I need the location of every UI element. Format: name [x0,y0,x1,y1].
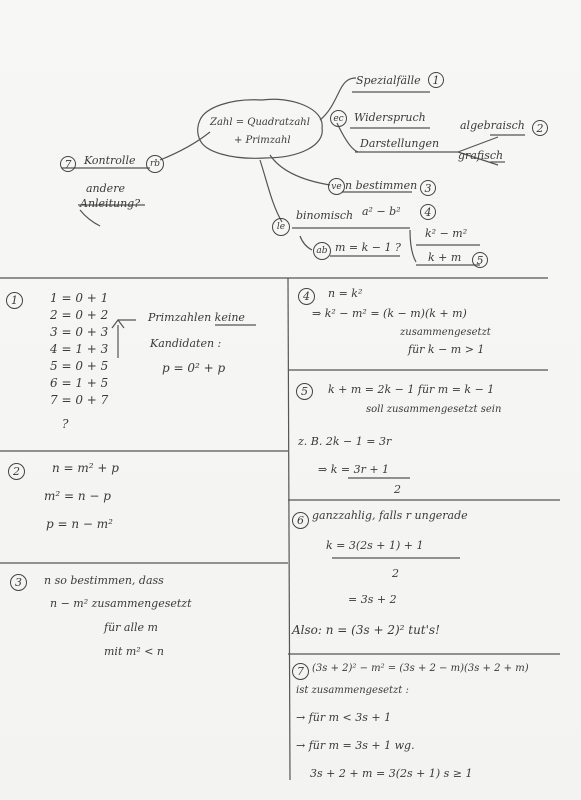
node-le: le [272,218,290,236]
grafisch-label: grafisch [458,149,504,162]
s7-line-3: → für m < 3s + 1 [296,711,392,724]
anleitung-label: Anleitung? [80,197,141,210]
s7-line-4: → für m = 3s + 1 wg. [296,739,415,752]
s1-formula: p = 0² + p [162,361,226,375]
section-1-number: 1 [6,292,23,309]
s6-line-5: Also: n = (3s + 2)² tut's! [292,623,440,637]
s6-line-4: = 3s + 2 [348,593,397,606]
s1-primzahlen: Primzahlen keine [148,311,245,324]
center-line-1: Zahl = Quadratzahl [210,117,310,128]
s7-line-5: 3s + 2 + m = 3(2s + 1) s ≥ 1 [310,767,473,780]
section-2-number: 2 [8,463,25,480]
s1-eq-2: 2 = 0 + 2 [50,308,109,322]
number-1: 1 [428,72,444,88]
s5-line-3: z. B. 2k − 1 = 3r [298,435,392,448]
s3-line-3: für alle m [104,621,158,634]
section-4-number: 4 [298,288,315,305]
s1-eq-6: 6 = 1 + 5 [50,376,109,390]
s6-line-3: 2 [392,567,399,580]
section-5-number: 5 [296,383,313,400]
s6-line-1: ganzzahlig, falls r ungerade [312,509,468,522]
s1-eq-4: 4 = 1 + 3 [50,342,109,356]
s1-eq-7: 7 = 0 + 7 [50,393,109,407]
s3-line-2: n − m² zusammengesetzt [50,597,192,610]
node-ec: ec [330,110,347,127]
kontrolle-label: Kontrolle [84,154,136,167]
k-plus-m: k + m [428,251,462,264]
darstellungen-label: Darstellungen [360,137,440,150]
s1-eq-5: 5 = 0 + 5 [50,359,109,373]
s5-line-5: 2 [394,483,401,496]
number-5: 5 [472,252,488,268]
s4-line-1: n = k² [328,287,363,300]
s5-line-1: k + m = 2k − 1 für m = k − 1 [328,383,495,396]
s2-line-3: p = n − m² [46,517,113,531]
node-rb: rb [146,155,164,173]
node-ab: ab [313,242,331,260]
section-6-number: 6 [292,512,309,529]
s1-eq-1: 1 = 0 + 1 [50,291,109,305]
binomisch-label: binomisch [296,209,354,222]
number-7: 7 [60,156,76,172]
center-line-2: + Primzahl [234,135,291,146]
s1-eq-3: 3 = 0 + 3 [50,325,109,339]
s5-line-4: ⇒ k = 3r + 1 [318,463,390,476]
binom-formula: a² − b² [362,205,401,218]
s7-line-1: (3s + 2)² − m² = (3s + 2 − m)(3s + 2 + m) [312,663,529,674]
s3-line-1: n so bestimmen, dass [44,574,164,587]
algebraisch-label: algebraisch [460,119,525,132]
s3-line-4: mit m² < n [104,645,165,658]
s4-line-3: zusammengesetzt [400,327,491,338]
n-bestimmen-label: n bestimmen [345,179,418,192]
number-2: 2 [532,120,548,136]
spezialfaelle-label: Spezialfälle [356,74,421,87]
section-3-number: 3 [10,574,27,591]
s1-question: ? [62,417,69,431]
node-ve: ve [328,178,345,195]
m-equation: m = k − 1 ? [335,241,401,254]
s4-line-4: für k − m > 1 [408,343,485,356]
number-4: 4 [420,204,436,220]
s6-line-2: k = 3(2s + 1) + 1 [326,539,424,552]
s5-line-2: soll zusammengesetzt sein [366,404,502,415]
s7-line-2: ist zusammengesetzt : [296,685,409,696]
s1-kandidaten: Kandidaten : [150,337,222,350]
s4-line-2: ⇒ k² − m² = (k − m)(k + m) [312,307,467,320]
number-3: 3 [420,180,436,196]
s2-line-2: m² = n − p [44,489,111,503]
section-7-number: 7 [292,663,309,680]
widerspruch-label: Widerspruch [354,111,426,124]
k2-minus-m2: k² − m² [425,227,468,240]
s2-line-1: n = m² + p [52,461,119,475]
andere-label: andere [86,182,125,195]
